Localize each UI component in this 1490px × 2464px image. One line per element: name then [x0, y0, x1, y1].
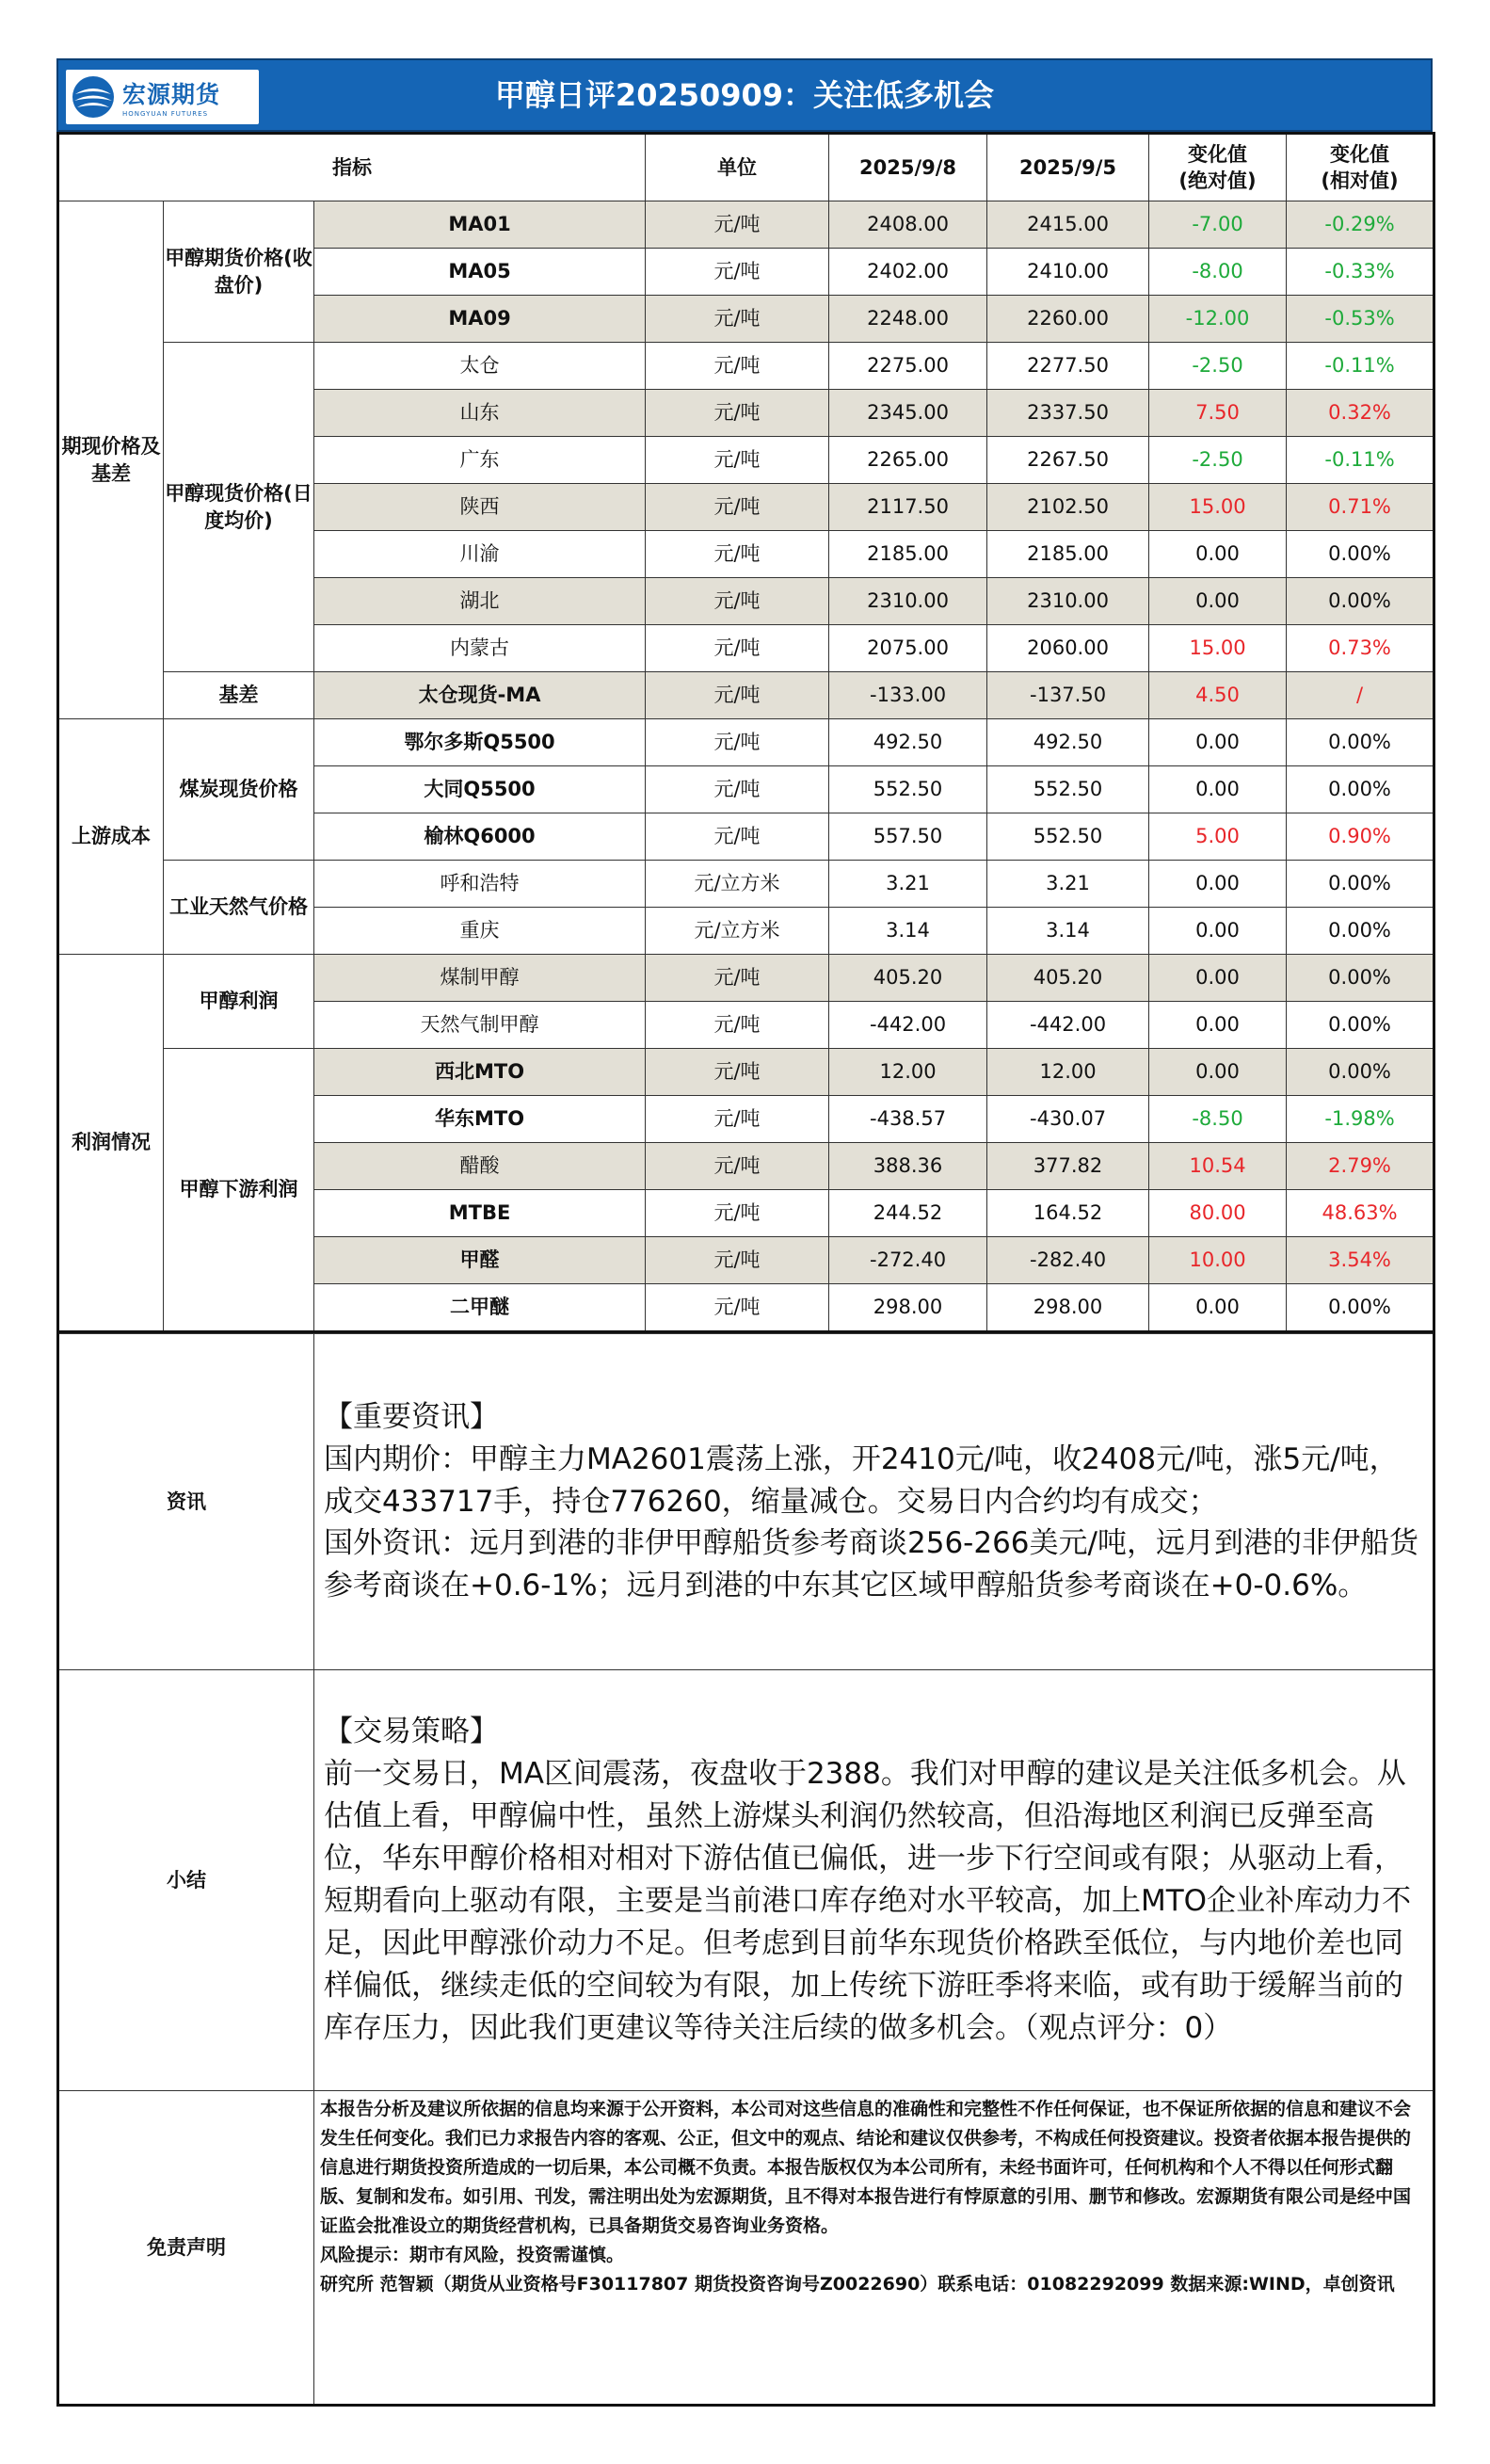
unit-cell: 元/吨 [646, 672, 829, 719]
abs-change: 0.00 [1149, 766, 1287, 813]
header-abs-change: 变化值 (绝对值) [1149, 134, 1287, 201]
rel-change: -0.53% [1287, 296, 1434, 343]
table-row [58, 719, 1434, 766]
rel-change: -1.98% [1287, 1096, 1434, 1143]
unit-cell: 元/立方米 [646, 861, 829, 908]
indicator-name: 鄂尔多斯Q5500 [314, 719, 646, 766]
value-date-1: -272.40 [829, 1237, 987, 1284]
disclaimer-content [314, 2091, 1434, 2406]
subgroup-gas-price: 工业天然气价格 [164, 861, 314, 955]
unit-cell: 元/吨 [646, 1143, 829, 1190]
value-date-1: 388.36 [829, 1143, 987, 1190]
table-row [58, 672, 1434, 719]
value-date-2: -442.00 [987, 1002, 1149, 1049]
unit-cell: 元/吨 [646, 531, 829, 578]
unit-cell: 元/吨 [646, 343, 829, 390]
disclaimer-label: 免责声明 [58, 2091, 314, 2406]
value-date-1: 552.50 [829, 766, 987, 813]
summary-content [314, 1670, 1434, 2091]
value-date-2: 2102.50 [987, 484, 1149, 531]
value-date-2: 377.82 [987, 1143, 1149, 1190]
value-date-1: 2408.00 [829, 201, 987, 249]
disclaimer-body: 本报告分析及建议所依据的信息均来源于公开资料，本公司对这些信息的准确性和完整性不作任何保证，也不保证所依据的信息和建议不会发生任何变化。我们已力求报告内容的客观、公正，但文中的观点、结论和建议仅供参考，不构成任何投资建议。投资者依据本报告提供的信息进行期货投资所造成的一切后果，本公司概不负责。本报告版权仅为本公司所有，未经书面许可，任何机构和个人不得以任何形式翻版、复制和发布。如引用、刊发，需注明出处为宏源期货，且不得对本报告进行有悖原意的引用、删节和修改。宏源期货有限公司是经中国证监会批准设立的期货经营机构，已具备期货交易咨询业务资格。 [320, 2099, 1412, 2236]
value-date-2: 2277.50 [987, 343, 1149, 390]
value-date-2: 2260.00 [987, 296, 1149, 343]
abs-change: 0.00 [1149, 578, 1287, 625]
indicator-name: 广东 [314, 437, 646, 484]
header-date-1: 2025/9/8 [829, 134, 987, 201]
news-section [58, 1334, 1434, 1670]
unit-cell: 元/吨 [646, 625, 829, 672]
abs-change: -8.00 [1149, 249, 1287, 296]
value-date-2: 3.21 [987, 861, 1149, 908]
value-date-2: 2410.00 [987, 249, 1149, 296]
value-date-1: 2248.00 [829, 296, 987, 343]
abs-change: 0.00 [1149, 908, 1287, 955]
unit-cell: 元/吨 [646, 1237, 829, 1284]
value-date-2: 2310.00 [987, 578, 1149, 625]
unit-cell: 元/吨 [646, 484, 829, 531]
abs-change: 7.50 [1149, 390, 1287, 437]
rel-change: 0.00% [1287, 908, 1434, 955]
indicator-name: 榆林Q6000 [314, 813, 646, 861]
value-date-1: -442.00 [829, 1002, 987, 1049]
table-body [58, 201, 1434, 1332]
abs-change: 0.00 [1149, 861, 1287, 908]
unit-cell: 元/吨 [646, 201, 829, 249]
summary-section [58, 1670, 1434, 2091]
subgroup-methanol-profit: 甲醇利润 [164, 955, 314, 1049]
subgroup-downstream-profit: 甲醇下游利润 [164, 1049, 314, 1332]
value-date-1: 12.00 [829, 1049, 987, 1096]
report-sheet [56, 58, 1433, 2407]
indicator-name: 陕西 [314, 484, 646, 531]
table-row [58, 861, 1434, 908]
indicator-name: 大同Q5500 [314, 766, 646, 813]
abs-change: 80.00 [1149, 1190, 1287, 1237]
subgroup-futures-price: 甲醇期货价格(收盘价) [164, 201, 314, 343]
indicator-name: 川渝 [314, 531, 646, 578]
abs-change: 0.00 [1149, 1284, 1287, 1332]
indicator-name: 煤制甲醇 [314, 955, 646, 1002]
text-sections [56, 1333, 1435, 2407]
indicator-name: 湖北 [314, 578, 646, 625]
value-date-1: 244.52 [829, 1190, 987, 1237]
title-bar [56, 58, 1433, 132]
rel-change: / [1287, 672, 1434, 719]
abs-change: 0.00 [1149, 1049, 1287, 1096]
rel-change: 0.00% [1287, 1002, 1434, 1049]
rel-change: 0.90% [1287, 813, 1434, 861]
rel-change: 0.00% [1287, 766, 1434, 813]
unit-cell: 元/吨 [646, 719, 829, 766]
indicator-name: 甲醛 [314, 1237, 646, 1284]
abs-change: -8.50 [1149, 1096, 1287, 1143]
indicator-name: 西北MTO [314, 1049, 646, 1096]
disclaimer-section [58, 2091, 1434, 2406]
value-date-1: 2402.00 [829, 249, 987, 296]
rel-change: 0.73% [1287, 625, 1434, 672]
indicator-name: MTBE [314, 1190, 646, 1237]
value-date-2: 298.00 [987, 1284, 1149, 1332]
rel-change: 0.00% [1287, 578, 1434, 625]
indicator-name: MA05 [314, 249, 646, 296]
summary-heading: 【交易策略】 [324, 1715, 499, 1749]
value-date-2: 164.52 [987, 1190, 1149, 1237]
value-date-1: -438.57 [829, 1096, 987, 1143]
value-date-1: 2117.50 [829, 484, 987, 531]
abs-change: -7.00 [1149, 201, 1287, 249]
rel-change: 0.00% [1287, 531, 1434, 578]
rel-change: 0.00% [1287, 719, 1434, 766]
unit-cell: 元/吨 [646, 766, 829, 813]
indicator-name: 二甲醚 [314, 1284, 646, 1332]
analyst-contact: 研究所 范智颖（期货从业资格号F30117807 期货投资咨询号Z0022690）联系电话：01082292099 数据来源:WIND，卓创资讯 [320, 2273, 1395, 2295]
unit-cell: 元/吨 [646, 1284, 829, 1332]
value-date-2: 12.00 [987, 1049, 1149, 1096]
table-header [58, 134, 1434, 201]
value-date-1: 557.50 [829, 813, 987, 861]
table-row [58, 201, 1434, 249]
rel-change: 0.00% [1287, 955, 1434, 1002]
header-unit: 单位 [646, 134, 829, 201]
indicator-name: MA01 [314, 201, 646, 249]
value-date-1: 2310.00 [829, 578, 987, 625]
value-date-1: -133.00 [829, 672, 987, 719]
unit-cell: 元/吨 [646, 1002, 829, 1049]
header-indicator: 指标 [58, 134, 646, 201]
unit-cell: 元/吨 [646, 249, 829, 296]
rel-change: 0.71% [1287, 484, 1434, 531]
abs-change: 0.00 [1149, 955, 1287, 1002]
unit-cell: 元/吨 [646, 1049, 829, 1096]
value-date-1: 298.00 [829, 1284, 987, 1332]
abs-change: 4.50 [1149, 672, 1287, 719]
value-date-2: 2060.00 [987, 625, 1149, 672]
value-date-1: 2265.00 [829, 437, 987, 484]
unit-cell: 元/立方米 [646, 908, 829, 955]
abs-change: 5.00 [1149, 813, 1287, 861]
table-row [58, 955, 1434, 1002]
rel-change: 0.00% [1287, 1284, 1434, 1332]
value-date-2: 552.50 [987, 813, 1149, 861]
value-date-1: 3.14 [829, 908, 987, 955]
rel-change: 0.00% [1287, 1049, 1434, 1096]
abs-change: 10.54 [1149, 1143, 1287, 1190]
rel-change: -0.11% [1287, 437, 1434, 484]
group-label-profit: 利润情况 [58, 955, 164, 1332]
value-date-2: 2267.50 [987, 437, 1149, 484]
logo-subtext: HONGYUAN FUTURES [122, 110, 209, 118]
unit-cell: 元/吨 [646, 1190, 829, 1237]
subgroup-coal-price: 煤炭现货价格 [164, 719, 314, 861]
report-title: 甲醇日评20250909：关注低多机会 [494, 77, 995, 113]
abs-change: 0.00 [1149, 531, 1287, 578]
unit-cell: 元/吨 [646, 955, 829, 1002]
group-label-upstream-cost: 上游成本 [58, 719, 164, 955]
logo-text: 宏源期货 [122, 81, 221, 108]
news-heading: 【重要资讯】 [324, 1399, 499, 1434]
unit-cell: 元/吨 [646, 296, 829, 343]
indicator-name: 天然气制甲醇 [314, 1002, 646, 1049]
value-date-1: 2075.00 [829, 625, 987, 672]
summary-label: 小结 [58, 1670, 314, 2091]
indicator-name: 太仓现货-MA [314, 672, 646, 719]
abs-change: -12.00 [1149, 296, 1287, 343]
abs-change: -2.50 [1149, 437, 1287, 484]
abs-change: 15.00 [1149, 625, 1287, 672]
value-date-2: 552.50 [987, 766, 1149, 813]
rel-change: 3.54% [1287, 1237, 1434, 1284]
rel-change: -0.11% [1287, 343, 1434, 390]
value-date-1: 405.20 [829, 955, 987, 1002]
table-row [58, 1049, 1434, 1096]
rel-change: -0.29% [1287, 201, 1434, 249]
value-date-2: 405.20 [987, 955, 1149, 1002]
rel-change: -0.33% [1287, 249, 1434, 296]
value-date-1: 2345.00 [829, 390, 987, 437]
indicator-name: 重庆 [314, 908, 646, 955]
value-date-1: 3.21 [829, 861, 987, 908]
value-date-2: -430.07 [987, 1096, 1149, 1143]
news-line-2: 国外资讯：远月到港的非伊甲醇船货参考商谈256-266美元/吨，远月到港的非伊船货参考商谈在+0.6-1%；远月到港的中东其它区域甲醇船货参考商谈在+0-0.6%。 [324, 1526, 1418, 1603]
value-date-2: 2337.50 [987, 390, 1149, 437]
subgroup-basis: 基差 [164, 672, 314, 719]
abs-change: 15.00 [1149, 484, 1287, 531]
value-date-1: 2185.00 [829, 531, 987, 578]
subgroup-spot-price: 甲醇现货价格(日度均价) [164, 343, 314, 672]
indicator-name: 醋酸 [314, 1143, 646, 1190]
abs-change: 10.00 [1149, 1237, 1287, 1284]
value-date-2: -282.40 [987, 1237, 1149, 1284]
group-label-price-basis: 期现价格及基差 [58, 201, 164, 719]
unit-cell: 元/吨 [646, 578, 829, 625]
indicator-name: 华东MTO [314, 1096, 646, 1143]
header-rel-change: 变化值 (相对值) [1287, 134, 1434, 201]
indicator-name: 山东 [314, 390, 646, 437]
news-line-1: 国内期价：甲醇主力MA2601震荡上涨，开2410元/吨，收2408元/吨，涨5元/吨，成交433717手，持仓776260，缩量减仓。交易日内合约均有成交； [324, 1441, 1399, 1519]
summary-body: 前一交易日，MA区间震荡，夜盘收于2388。我们对甲醇的建议是关注低多机会。从估值上看，甲醇偏中性，虽然上游煤头利润仍然较高，但沿海地区利润已反弹至高位，华东甲醇价格相对相对下游估值已偏低，进一步下行空间或有限；从驱动上看，短期看向上驱动有限，主要是当前港口库存绝对水平较高，加上MTO企业补库动力不足，因此甲醇涨价动力不足。但考虑到目前华东现货价格跌至低位，与内地价差也同样偏低，继续走低的空间较为有限，加上传统下游旺季将来临，或有助于缓解当前的库存压力，因此我们更建议等待关注后续的做多机会。（观点评分：0） [324, 1757, 1412, 2045]
value-date-2: 3.14 [987, 908, 1149, 955]
news-label: 资讯 [58, 1334, 314, 1670]
indicator-name: 内蒙古 [314, 625, 646, 672]
rel-change: 2.79% [1287, 1143, 1434, 1190]
unit-cell: 元/吨 [646, 1096, 829, 1143]
unit-cell: 元/吨 [646, 813, 829, 861]
header-date-2: 2025/9/5 [987, 134, 1149, 201]
abs-change: 0.00 [1149, 719, 1287, 766]
indicator-name: 太仓 [314, 343, 646, 390]
news-content [314, 1334, 1434, 1670]
value-date-1: 2275.00 [829, 343, 987, 390]
rel-change: 0.00% [1287, 861, 1434, 908]
abs-change: 0.00 [1149, 1002, 1287, 1049]
value-date-2: 2185.00 [987, 531, 1149, 578]
risk-warning: 风险提示：期市有风险，投资需谨慎。 [320, 2244, 625, 2265]
value-date-2: 2415.00 [987, 201, 1149, 249]
indicator-name: MA09 [314, 296, 646, 343]
value-date-1: 492.50 [829, 719, 987, 766]
abs-change: -2.50 [1149, 343, 1287, 390]
data-table [56, 132, 1435, 1333]
unit-cell: 元/吨 [646, 390, 829, 437]
unit-cell: 元/吨 [646, 437, 829, 484]
table-row [58, 343, 1434, 390]
indicator-name: 呼和浩特 [314, 861, 646, 908]
value-date-2: -137.50 [987, 672, 1149, 719]
value-date-2: 492.50 [987, 719, 1149, 766]
rel-change: 48.63% [1287, 1190, 1434, 1237]
rel-change: 0.32% [1287, 390, 1434, 437]
